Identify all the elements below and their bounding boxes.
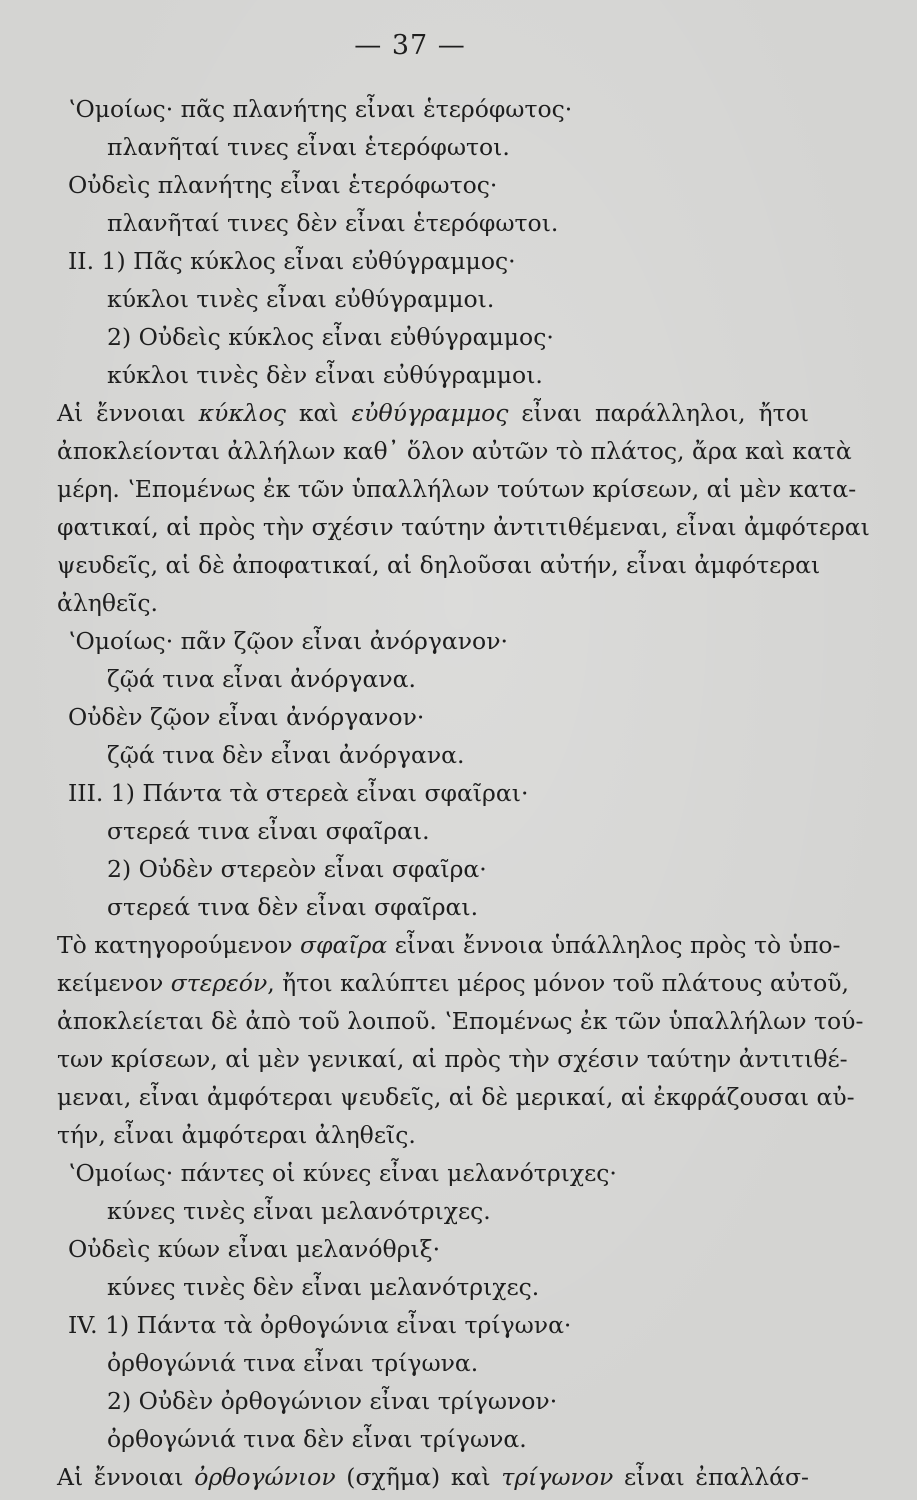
text-line: κύνες τινὲς εἶναι μελανότριχες. bbox=[107, 1197, 491, 1225]
text-line: κύκλοι τινὲς εἶναι εὐθύγραμμοι. bbox=[107, 285, 495, 313]
text-line: πλανῆταί τινες εἶναι ἑτερόφωτοι. bbox=[107, 133, 510, 161]
text-line: στερεά τινα εἶναι σφαῖραι. bbox=[107, 817, 430, 845]
text-line: IV. 1) Πάντα τὰ ὀρθογώνια εἶναι τρίγωνα· bbox=[68, 1311, 572, 1339]
text-line: ζῷά τινα δὲν εἶναι ἀνόργανα. bbox=[107, 741, 465, 769]
page-number: — 37 — bbox=[354, 30, 466, 61]
text-line: Οὐδεὶς πλανήτης εἶναι ἑτερόφωτος· bbox=[68, 171, 498, 199]
paragraph-line: Αἱ ἔννοιαι κύκλος καὶ εὐθύγραμμος εἶναι παράλληλοι, ἤτοι bbox=[57, 399, 809, 427]
paragraph-line: Τὸ κατηγορούμενον σφαῖρα εἶναι ἔννοια ὑπάλληλος πρὸς τὸ ὑπο- bbox=[57, 931, 841, 959]
paragraph-line: ψευδεῖς, αἱ δὲ ἀποφατικαί, αἱ δηλοῦσαι αὐτήν, εἶναι ἀμφότεραι bbox=[57, 551, 821, 579]
text-line: ʽΟμοίως· πᾶν ζῷον εἶναι ἀνόργανον· bbox=[68, 627, 508, 655]
text-line: Οὐδεὶς κύων εἶναι μελανόθριξ· bbox=[68, 1235, 441, 1263]
text-line: 2) Οὐδεὶς κύκλος εἶναι εὐθύγραμμος· bbox=[107, 323, 554, 351]
text-line: ʽΟμοίως· πᾶς πλανήτης εἶναι ἑτερόφωτος· bbox=[68, 95, 573, 123]
text-line: 2) Οὐδὲν ὀρθογώνιον εἶναι τρίγωνον· bbox=[107, 1387, 558, 1415]
paragraph-line: ἀποκλείεται δὲ ἀπὸ τοῦ λοιποῦ. ʽΕπομένως ἐκ τῶν ὑπαλλήλων τού- bbox=[57, 1007, 864, 1035]
paragraph-line: φατικαί, αἱ πρὸς τὴν σχέσιν ταύτην ἀντιτιθέμεναι, εἶναι ἀμφότεραι bbox=[57, 513, 870, 541]
text-line: 2) Οὐδὲν στερεὸν εἶναι σφαῖρα· bbox=[107, 855, 487, 883]
text-line: Οὐδὲν ζῷον εἶναι ἀνόργανον· bbox=[68, 703, 425, 731]
text-line: ὀρθογώνιά τινα δὲν εἶναι τρίγωνα. bbox=[107, 1425, 527, 1453]
paragraph-line: τήν, εἶναι ἀμφότεραι ἀληθεῖς. bbox=[57, 1121, 416, 1149]
paragraph-line: ἀποκλείονται ἀλλήλων καθ᾽ ὅλον αὐτῶν τὸ πλάτος, ἄρα καὶ κατὰ bbox=[57, 437, 852, 465]
paragraph-line: ἀληθεῖς. bbox=[57, 589, 159, 617]
text-line: κύκλοι τινὲς δὲν εἶναι εὐθύγραμμοι. bbox=[107, 361, 543, 389]
text-line: III. 1) Πάντα τὰ στερεὰ εἶναι σφαῖραι· bbox=[68, 779, 529, 807]
paragraph-line: μεναι, εἶναι ἀμφότεραι ψευδεῖς, αἱ δὲ μερικαί, αἱ ἐκφράζουσαι αὐ- bbox=[57, 1083, 855, 1111]
text-line: II. 1) Πᾶς κύκλος εἶναι εὐθύγραμμος· bbox=[68, 247, 516, 275]
text-line: ʽΟμοίως· πάντες οἱ κύνες εἶναι μελανότριχες· bbox=[68, 1159, 617, 1187]
text-line: στερεά τινα δὲν εἶναι σφαῖραι. bbox=[107, 893, 479, 921]
text-line: ὀρθογώνιά τινα εἶναι τρίγωνα. bbox=[107, 1349, 479, 1377]
text-line: ζῷά τινα εἶναι ἀνόργανα. bbox=[107, 665, 416, 693]
paragraph-line: μέρη. ʽΕπομένως ἐκ τῶν ὑπαλλήλων τούτων κρίσεων, αἱ μὲν κατα- bbox=[57, 475, 857, 503]
text-line: πλανῆταί τινες δὲν εἶναι ἑτερόφωτοι. bbox=[107, 209, 559, 237]
paragraph-line: κείμενον στερεόν, ἤτοι καλύπτει μέρος μόνον τοῦ πλάτους αὐτοῦ, bbox=[57, 969, 850, 997]
text-line: κύνες τινὲς δὲν εἶναι μελανότριχες. bbox=[107, 1273, 540, 1301]
paragraph-line: Αἱ ἔννοιαι ὀρθογώνιον (σχῆμα) καὶ τρίγωνον εἶναι ἐπαλλάσ- bbox=[57, 1463, 809, 1491]
paragraph-line: των κρίσεων, αἱ μὲν γενικαί, αἱ πρὸς τὴν σχέσιν ταύτην ἀντιτιθέ- bbox=[57, 1045, 848, 1073]
